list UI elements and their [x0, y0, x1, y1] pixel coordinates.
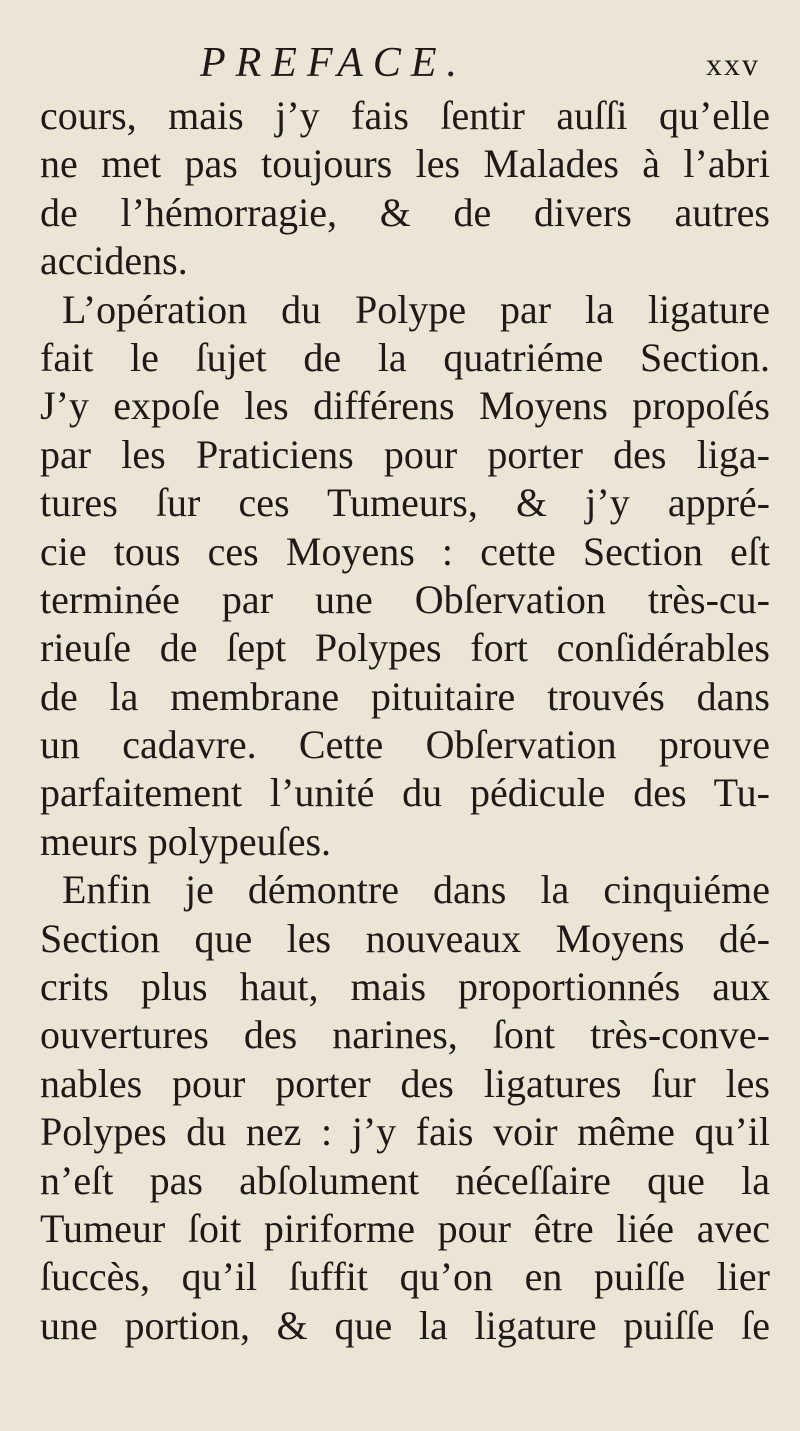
text-line: accidens. [40, 238, 188, 284]
text-line: Polypes du nez : j’y fais voir même qu’il [40, 1109, 770, 1155]
running-title: PREFACE. [200, 40, 468, 86]
text-line: n’eſt pas abſolument néceſſaire que la [40, 1157, 770, 1203]
text-line: cie tous ces Moyens : cette Section eſt [40, 528, 770, 574]
body-text [40, 92, 770, 1350]
text-line: Tumeur ſoit piriforme pour être liée avec [40, 1205, 770, 1251]
text-line: terminée par une Obſervation très-cu- [40, 576, 770, 622]
page-number: xxv [706, 46, 760, 82]
text-line: un cadavre. Cette Obſervation prouve [40, 722, 770, 768]
text-line: parfaitement l’unité du pédicule des Tu- [40, 770, 770, 816]
page-header [200, 38, 760, 88]
text-line: Section que les nouveaux Moyens dé- [40, 915, 770, 961]
text-line: une portion, & que la ligature puiſſe ſe [40, 1302, 770, 1348]
text-line: rieuſe de ſept Polypes fort conſidérables [40, 625, 770, 671]
text-line: fait le ſujet de la quatriéme Section. [40, 334, 770, 380]
text-line: ouvertures des narines, ſont très-conve- [40, 1012, 770, 1058]
text-line: tures ſur ces Tumeurs, & j’y appré- [40, 480, 770, 526]
text-line: L’opération du Polype par la ligature [62, 286, 770, 332]
text-line: meurs polypeuſes. [40, 818, 332, 864]
text-line: cours, mais j’y fais ſentir auſſi qu’elle [40, 93, 770, 138]
text-line: Enfin je démontre dans la cinquiéme [62, 867, 770, 913]
text-line: de la membrane pituitaire trouvés dans [40, 673, 770, 719]
text-line: J’y expoſe les différens Moyens propoſés [40, 383, 770, 429]
text-line: nables pour porter des ligatures ſur les [40, 1060, 770, 1106]
text-line: ne met pas toujours les Malades à l’abri [40, 141, 770, 187]
text-line: par les Praticiens pour porter des liga- [40, 431, 770, 477]
text-line: de l’hémorragie, & de divers autres [40, 189, 770, 235]
text-line: ſuccès, qu’il ſuffit qu’on en puiſſe lier [40, 1254, 770, 1300]
text-line: crits plus haut, mais proportionnés aux [40, 964, 770, 1010]
